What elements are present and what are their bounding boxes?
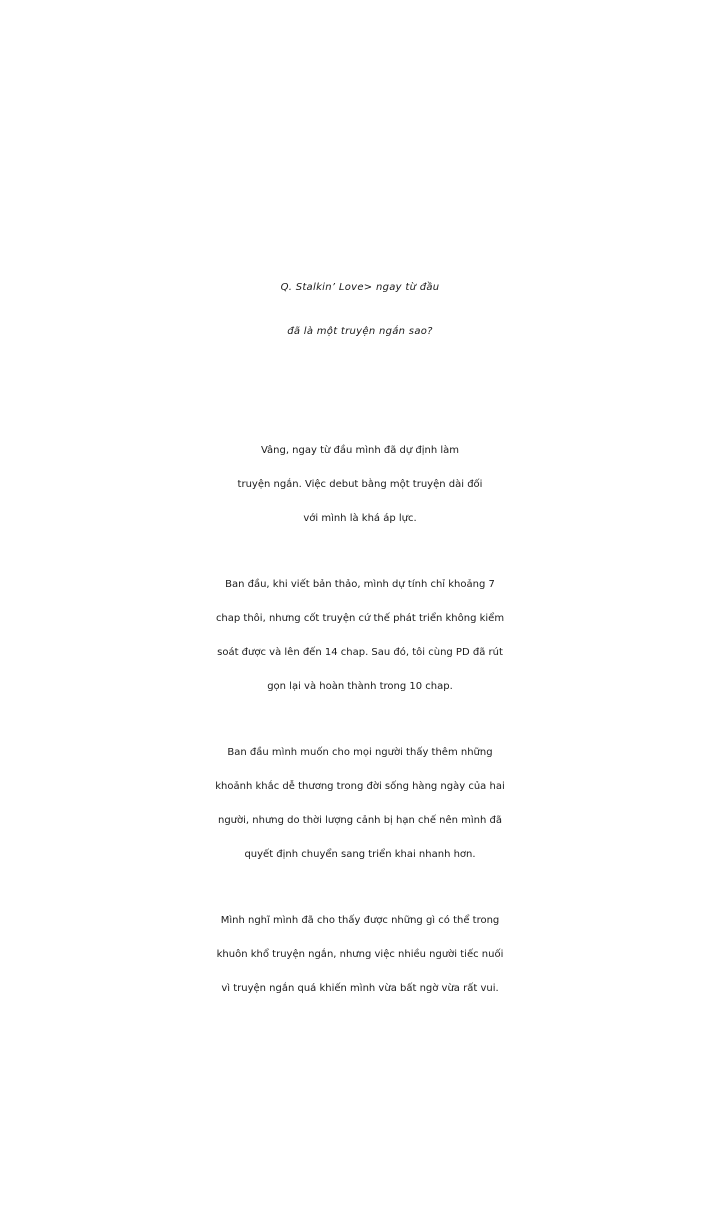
answer-paragraph (0, 736, 720, 872)
answer-paragraph (0, 568, 720, 704)
answer-paragraph (0, 904, 720, 1006)
question-heading (0, 266, 720, 354)
answer-paragraph (0, 434, 720, 536)
answer-line: Vâng, ngay từ đầu mình đã dự định làm (260, 445, 460, 456)
answer-line: Mình nghĩ mình đã cho thấy được những gì có thể trong (220, 915, 500, 926)
answer-line: Ban đầu, khi viết bản thảo, mình dự tính chỉ khoảng 7 (225, 579, 495, 590)
answer-line: truyện ngắn. Việc debut bằng một truyện dài đối (237, 479, 483, 490)
answer-line: quyết định chuyển sang triển khai nhanh hơn. (244, 849, 476, 860)
answer-line: người, nhưng do thời lượng cảnh bị hạn chế nên mình đã (217, 815, 503, 826)
answer-line: chap thôi, nhưng cốt truyện cứ thế phát triển không kiểm (215, 613, 505, 624)
answer-line: vì truyện ngắn quá khiến mình vừa bất ngờ vừa rất vui. (221, 983, 499, 994)
answer-line: với mình là khá áp lực. (303, 513, 417, 524)
answer-line: Ban đầu mình muốn cho mọi người thấy thêm những (227, 747, 493, 758)
answer-line: khuôn khổ truyện ngắn, nhưng việc nhiều người tiếc nuối (216, 949, 504, 960)
question-line: Q. Stalkin’ Love> ngay từ đầu (280, 282, 440, 293)
answer-line: gọn lại và hoàn thành trong 10 chap. (267, 681, 453, 692)
answer-line: soát được và lên đến 14 chap. Sau đó, tôi cùng PD đã rút (217, 647, 503, 658)
answer-line: khoảnh khắc dễ thương trong đời sống hàng ngày của hai (215, 781, 505, 792)
question-line: đã là một truyện ngắn sao? (287, 326, 433, 337)
